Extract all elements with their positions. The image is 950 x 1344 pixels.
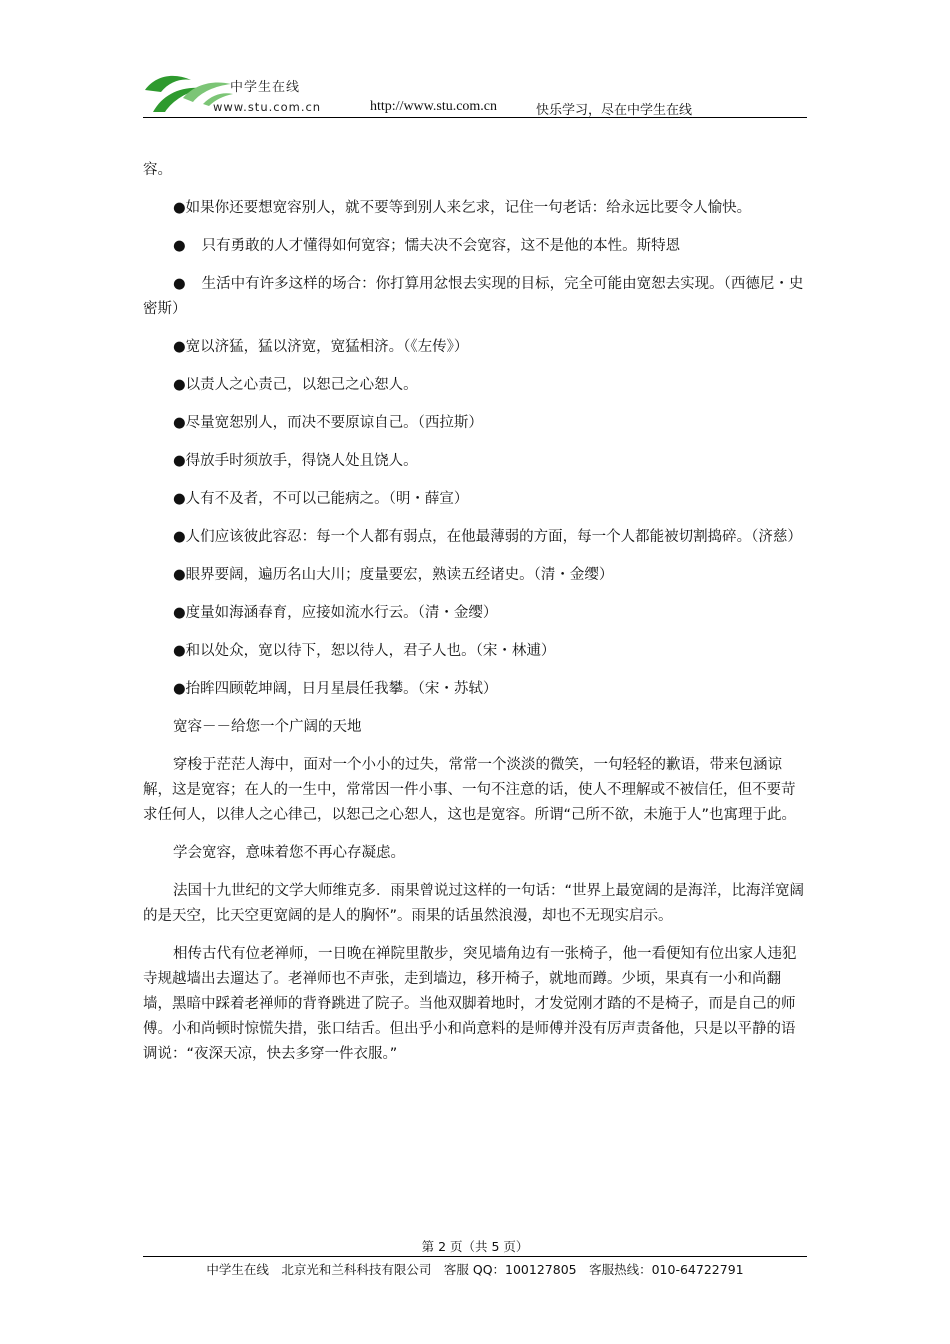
- essay-paragraph: 相传古代有位老禅师，一日晚在禅院里散步，突见墙角边有一张椅子，他一看便知有位出家人违犯寺规越墙出去遛达了。老禅师也不声张，走到墙边，移开椅子，就地而蹲。少顷，果真有一小和尚翻墙，黑暗中踩着老禅师的背脊跳进了院子。当他双脚着地时，才发觉刚才踏的不是椅子，而是自己的师傅。小和尚顿时惊慌失措，张口结舌。但出乎小和尚意料的是师傅并没有厉声责备他，只是以平静的语调说：“夜深天凉，快去多穿一件衣服。”: [143, 946, 797, 1062]
- essay-paragraph: 穿梭于茫茫人海中，面对一个小小的过失，常常一个淡淡的微笑，一句轻轻的歉语，带来包涵谅解，这是宽容；在人的一生中，常常因一件小事、一句不注意的话，使人不理解或不被信任，但不要苛求任何人，以律人之心律己，以恕己之心恕人，这也是宽容。所谓“己所不欲，未施于人”也寓理于此。: [143, 757, 797, 823]
- footer-divider: [143, 1256, 807, 1257]
- quote-text: 生活中有许多这样的场合：你打算用忿恨去实现的目标，完全可能由宽恕去实现。（西德尼・史密斯）: [143, 276, 804, 317]
- quote-item: [143, 234, 807, 259]
- quote-item: ●人们应该彼此容忍：每一个人都有弱点，在他最薄弱的方面，每一个人都能被切割捣碎。（济慈）: [173, 529, 802, 545]
- quote-item: ●眼界要阔，遍历名山大川；度量要宏，熟读五经诸史。（清・金缨）: [173, 567, 614, 583]
- page-header: [143, 68, 807, 120]
- bullet: ●: [173, 238, 186, 254]
- quote-item: ●宽以济猛，猛以济宽，宽猛相济。（《左传》）: [173, 339, 469, 355]
- footer-company-info: 中学生在线 北京光和兰科科技有限公司 客服 QQ：100127805 客服热线：010-64722791: [206, 1262, 744, 1277]
- header-url: http://www.stu.com.cn: [370, 99, 498, 114]
- bullet: ●: [173, 276, 186, 292]
- quote-item: ●和以处众，宽以待下，恕以待人，君子人也。（宋・林逋）: [173, 643, 556, 659]
- continuation-text: 容。: [143, 162, 172, 178]
- quote-item: ●抬眸四顾乾坤阔，日月星晨任我攀。（宋・苏轼）: [173, 681, 498, 697]
- document-body: [143, 158, 807, 1080]
- logo-site-name: 中学生在线: [230, 80, 301, 95]
- quote-item: [143, 272, 807, 322]
- essay-title: 宽容－－给您一个广阔的天地: [173, 719, 362, 735]
- quote-item: ●尽量宽恕别人，而决不要原谅自己。（西拉斯）: [173, 415, 483, 431]
- quote-item: ●得放手时须放手，得饶人处且饶人。: [173, 453, 418, 469]
- quote-item: ●如果你还要想宽容别人，就不要等到别人来乞求，记住一句老话：给永远比要令人愉快。: [173, 200, 752, 216]
- essay-paragraph: 学会宽容，意味着您不再心存凝虑。: [173, 845, 405, 861]
- quote-text: 只有勇敢的人才懂得如何宽容；懦夫决不会宽容，这不是他的本性。斯特恩: [201, 238, 681, 254]
- logo-site-url: www.stu.com.cn: [213, 100, 322, 114]
- page-number: 第 2 页（共 5 页）: [421, 1239, 529, 1254]
- essay-paragraph: 法国十九世纪的文学大师维克多．雨果曾说过这样的一句话：“世界上最宽阔的是海洋，比海洋宽阔的是天空，比天空更宽阔的是人的胸怀”。雨果的话虽然浪漫，却也不无现实启示。: [143, 883, 805, 924]
- quote-item: ●度量如海涵春育，应接如流水行云。（清・金缨）: [173, 605, 498, 621]
- header-divider: [143, 117, 807, 118]
- quote-item: ●人有不及者，不可以己能病之。（明・薛宣）: [173, 491, 469, 507]
- quote-item: ●以责人之心责己，以恕己之心恕人。: [173, 377, 418, 393]
- header-slogan: 快乐学习，尽在中学生在线: [536, 103, 693, 118]
